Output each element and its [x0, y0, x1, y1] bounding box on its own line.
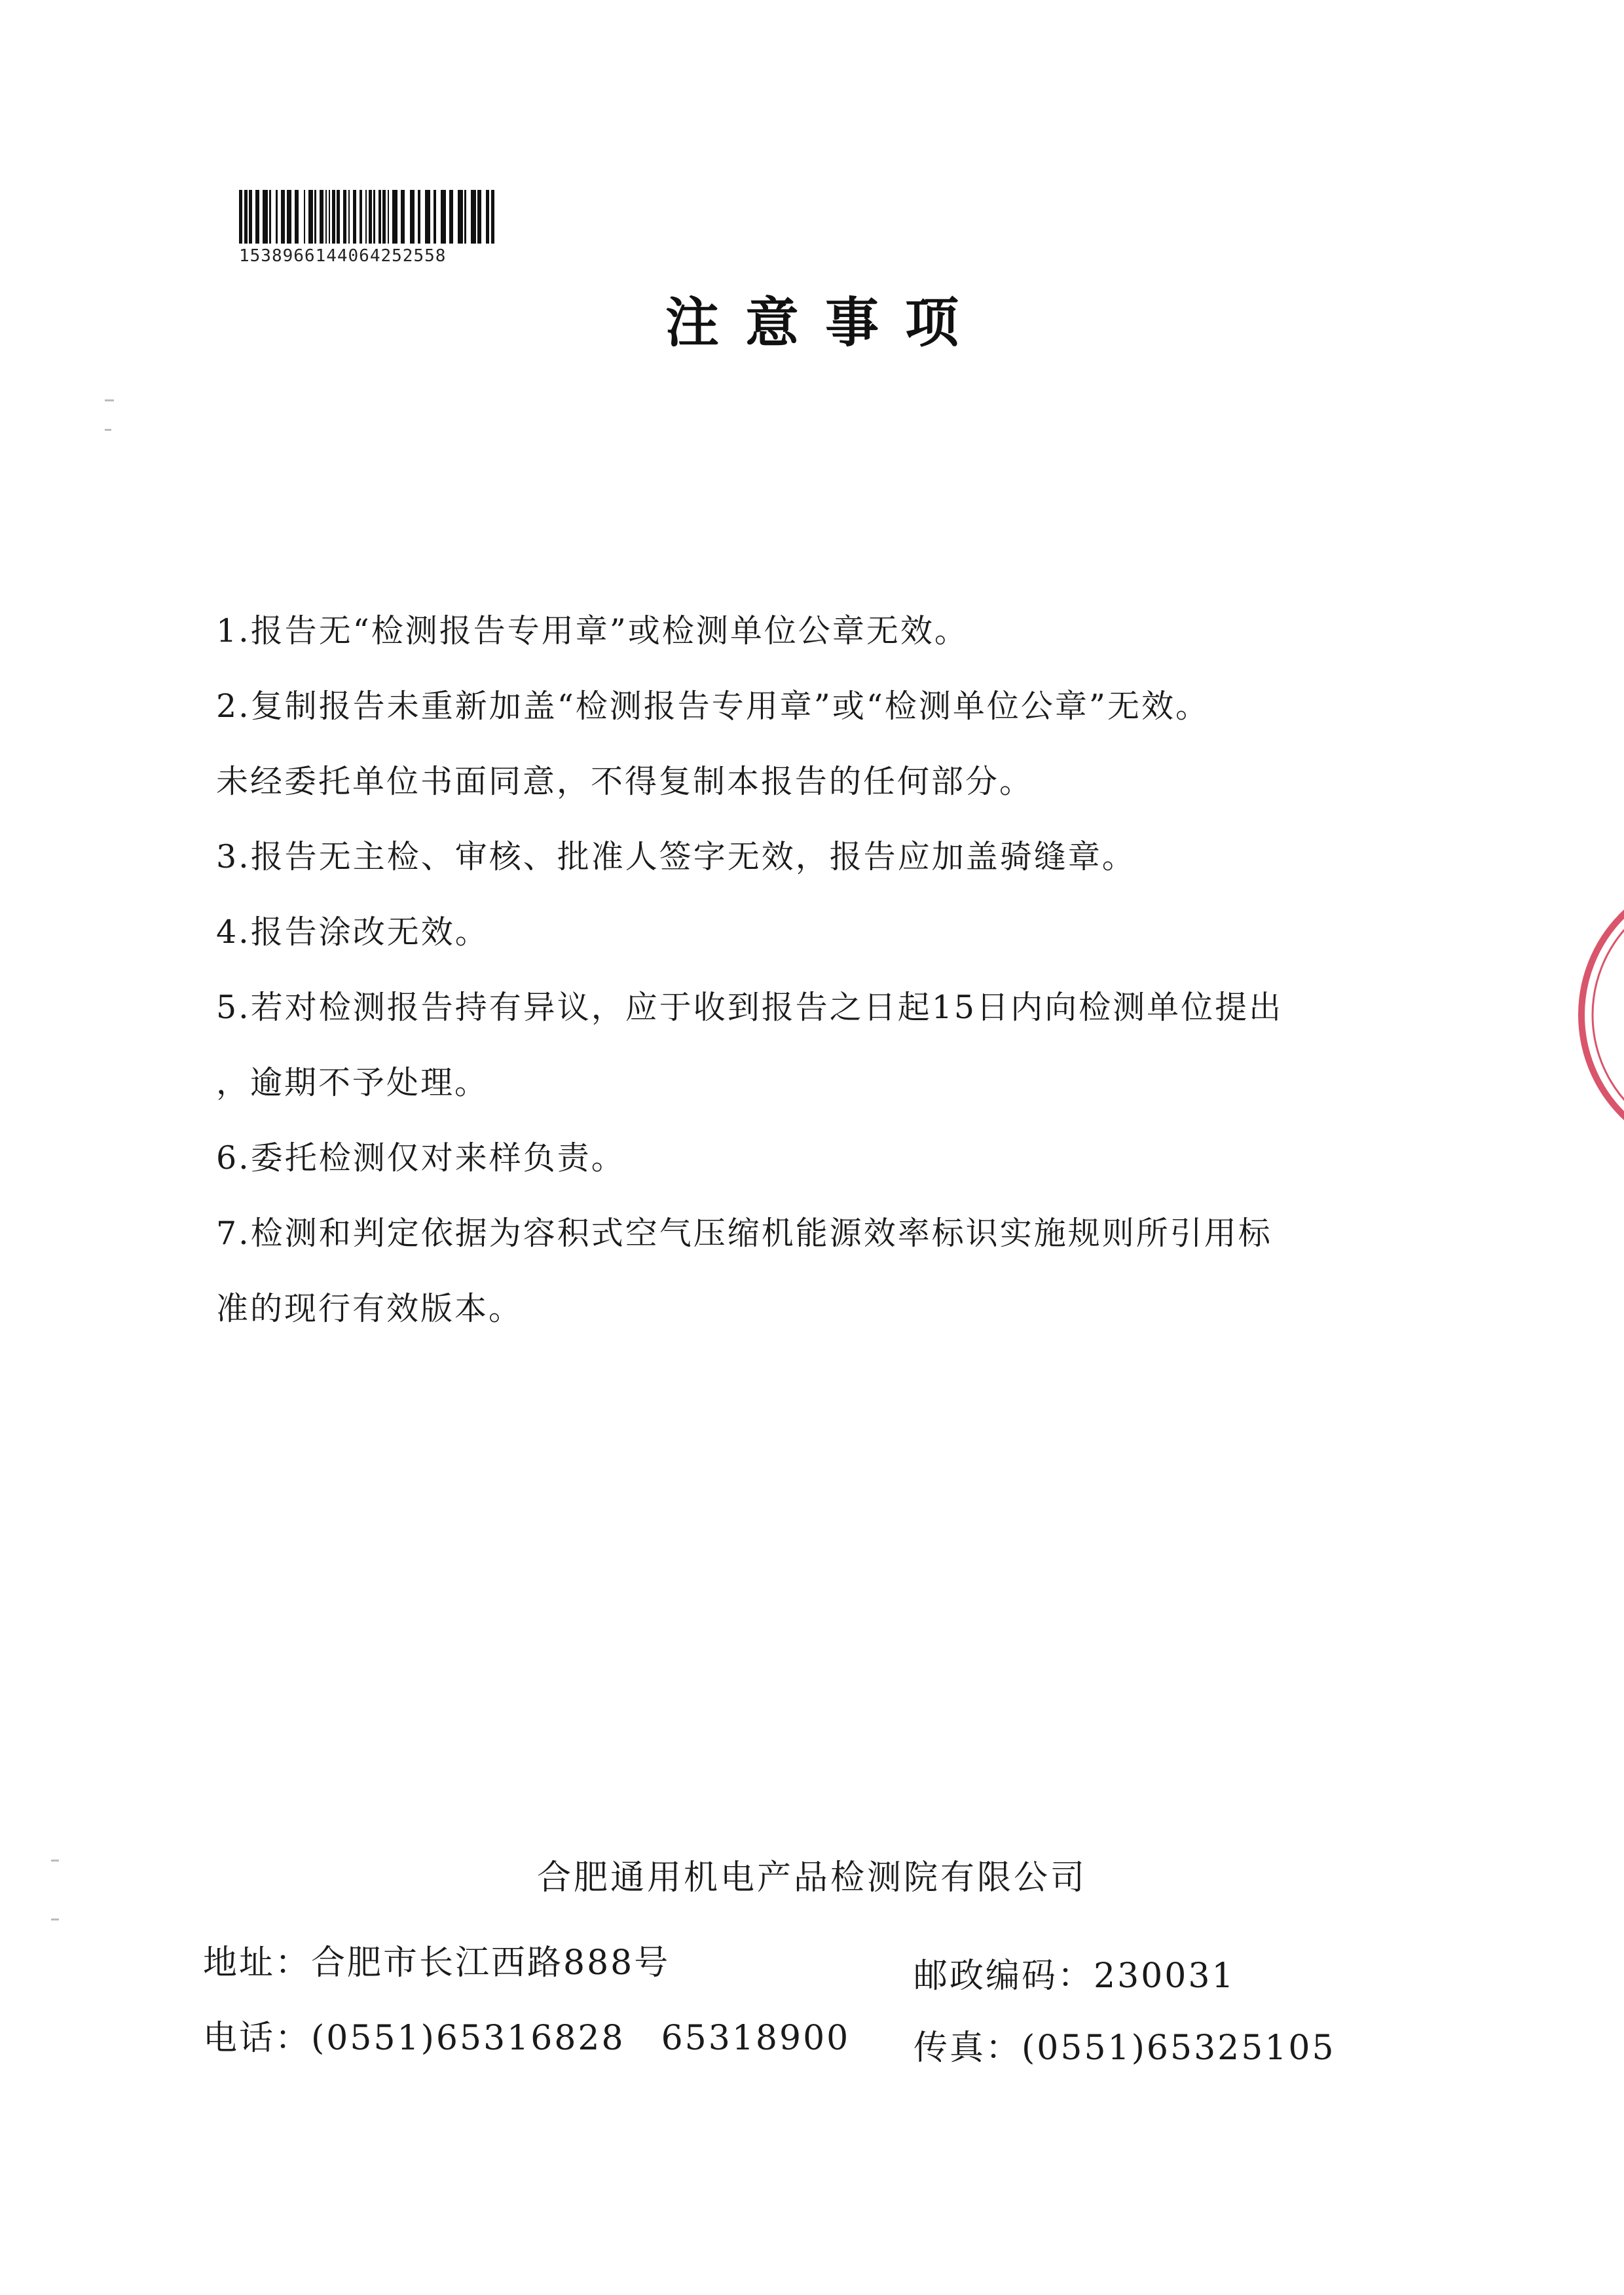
- barcode-bar: [410, 190, 415, 244]
- barcode-bar: [405, 190, 410, 244]
- scan-speck: [51, 1860, 59, 1862]
- barcode-bar: [287, 190, 292, 244]
- note-line: 6.委托检测仅对来样负责。: [216, 1139, 625, 1177]
- barcode-icon: [239, 190, 494, 244]
- note-line: 准的现行有效版本。: [216, 1290, 523, 1327]
- barcode-bar: [263, 190, 268, 244]
- footer-company-name: 合肥通用机电产品检测院有限公司: [536, 1858, 1087, 1898]
- scan-speck: [105, 399, 114, 401]
- footer-address: 地址：合肥市长江西路888号: [203, 1943, 671, 1983]
- barcode-number: 1538966144064252558: [239, 246, 447, 266]
- barcode-bar: [392, 190, 397, 244]
- page-title: 注意事项: [665, 292, 985, 354]
- barcode-bar: [466, 190, 471, 244]
- scan-speck: [105, 429, 111, 431]
- barcode-bar: [441, 190, 446, 244]
- barcode-bar: [471, 190, 476, 244]
- note-line: 未经委托单位书面同意，不得复制本报告的任何部分。: [216, 763, 1034, 800]
- note-line: 3.报告无主检、审核、批准人签字无效，报告应加盖骑缝章。: [216, 838, 1136, 875]
- barcode-bar: [425, 190, 430, 244]
- note-line: 1.报告无“检测报告专用章”或检测单位公章无效。: [216, 612, 969, 650]
- footer-fax: 传真：(0551)65325105: [913, 2029, 1336, 2068]
- barcode-bar: [299, 190, 304, 244]
- notes-list: [216, 612, 1369, 1365]
- barcode-bar: [453, 190, 458, 244]
- barcode-bar: [271, 190, 276, 244]
- note-line: 5.若对检测报告持有异议，应于收到报告之日起15日内向检测单位提出: [216, 989, 1283, 1026]
- scan-speck: [51, 1919, 59, 1920]
- barcode-bar: [420, 190, 426, 244]
- barcode-bar: [481, 190, 487, 244]
- company-seal-icon: [1526, 864, 1624, 1166]
- note-line: 2.复制报告未重新加盖“检测报告专用章”或“检测单位公章”无效。: [216, 688, 1209, 725]
- note-line: 4.报告涂改无效。: [216, 913, 489, 951]
- barcode-block: [239, 190, 494, 266]
- footer-postcode: 邮政编码：230031: [913, 1956, 1236, 1996]
- barcode-bar: [458, 190, 463, 244]
- barcode-bar: [491, 190, 494, 244]
- footer-phone: 电话：(0551)65316828 65318900: [203, 2019, 851, 2058]
- barcode-bar: [436, 190, 441, 244]
- note-line: 7.检测和判定依据为容积式空气压缩机能源效率标识实施规则所引用标: [216, 1215, 1272, 1252]
- note-line: ，逾期不予处理。: [216, 1064, 489, 1101]
